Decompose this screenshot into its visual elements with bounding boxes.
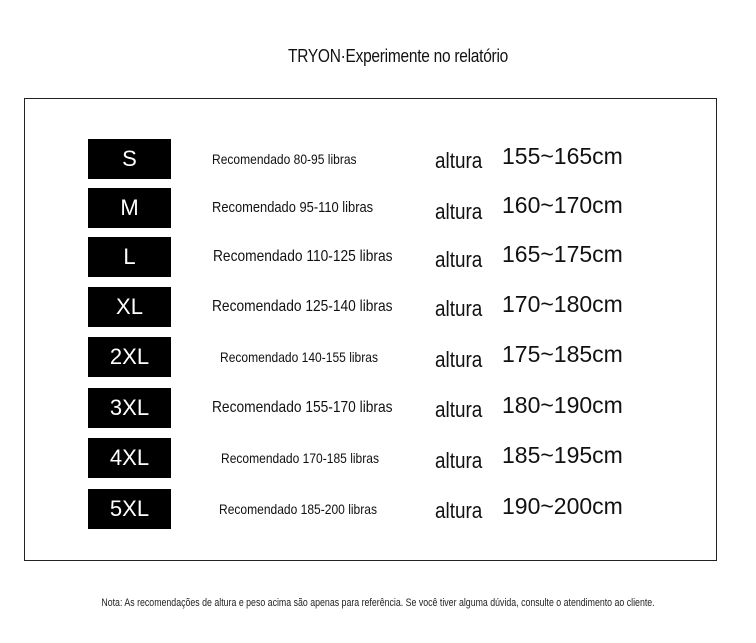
size-row-4xl bbox=[25, 438, 716, 480]
height-label: altura bbox=[435, 397, 483, 422]
weight-recommendation: Recomendado 140-155 libras bbox=[220, 349, 378, 365]
size-row-m bbox=[25, 188, 716, 230]
height-range: 175~185cm bbox=[502, 341, 623, 367]
size-row-5xl bbox=[25, 489, 716, 531]
size-badge: M bbox=[88, 188, 171, 228]
height-label: altura bbox=[435, 347, 483, 372]
weight-recommendation: Recomendado 170-185 libras bbox=[221, 450, 379, 466]
height-range: 170~180cm bbox=[502, 291, 623, 317]
height-range: 160~170cm bbox=[502, 192, 623, 218]
weight-recommendation: Recomendado 80-95 libras bbox=[212, 151, 357, 167]
weight-recommendation: Recomendado 185-200 libras bbox=[219, 501, 377, 517]
height-label: altura bbox=[435, 296, 483, 321]
height-range: 155~165cm bbox=[502, 143, 623, 169]
height-range: 190~200cm bbox=[502, 493, 623, 519]
height-range: 165~175cm bbox=[502, 241, 623, 267]
size-chart-table bbox=[24, 98, 717, 561]
height-label: altura bbox=[435, 199, 483, 224]
size-badge: 5XL bbox=[88, 489, 171, 529]
size-badge: L bbox=[88, 237, 171, 277]
size-badge: 2XL bbox=[88, 337, 171, 377]
size-row-3xl bbox=[25, 388, 716, 430]
size-row-2xl bbox=[25, 337, 716, 379]
weight-recommendation: Recomendado 95-110 libras bbox=[212, 199, 374, 216]
size-row-s bbox=[25, 139, 716, 181]
disclaimer-note: Nota: As recomendações de altura e peso acima são apenas para referência. Se você tiver alguma dúvida, consulte o atendimento ao cliente. bbox=[101, 597, 655, 609]
height-label: altura bbox=[435, 247, 483, 272]
height-label: altura bbox=[435, 448, 483, 473]
weight-recommendation: Recomendado 125-140 libras bbox=[212, 298, 393, 315]
height-range: 180~190cm bbox=[502, 392, 623, 418]
size-badge: S bbox=[88, 139, 171, 179]
size-badge: 3XL bbox=[88, 388, 171, 428]
weight-recommendation: Recomendado 110-125 libras bbox=[213, 248, 393, 265]
page-title: TRYON·Experimente no relatório bbox=[288, 46, 508, 66]
height-label: altura bbox=[435, 148, 483, 173]
size-badge: XL bbox=[88, 287, 171, 327]
height-label: altura bbox=[435, 498, 483, 523]
height-range: 185~195cm bbox=[502, 442, 623, 468]
weight-recommendation: Recomendado 155-170 libras bbox=[212, 399, 393, 416]
size-row-xl bbox=[25, 287, 716, 329]
size-row-l bbox=[25, 237, 716, 279]
size-badge: 4XL bbox=[88, 438, 171, 478]
